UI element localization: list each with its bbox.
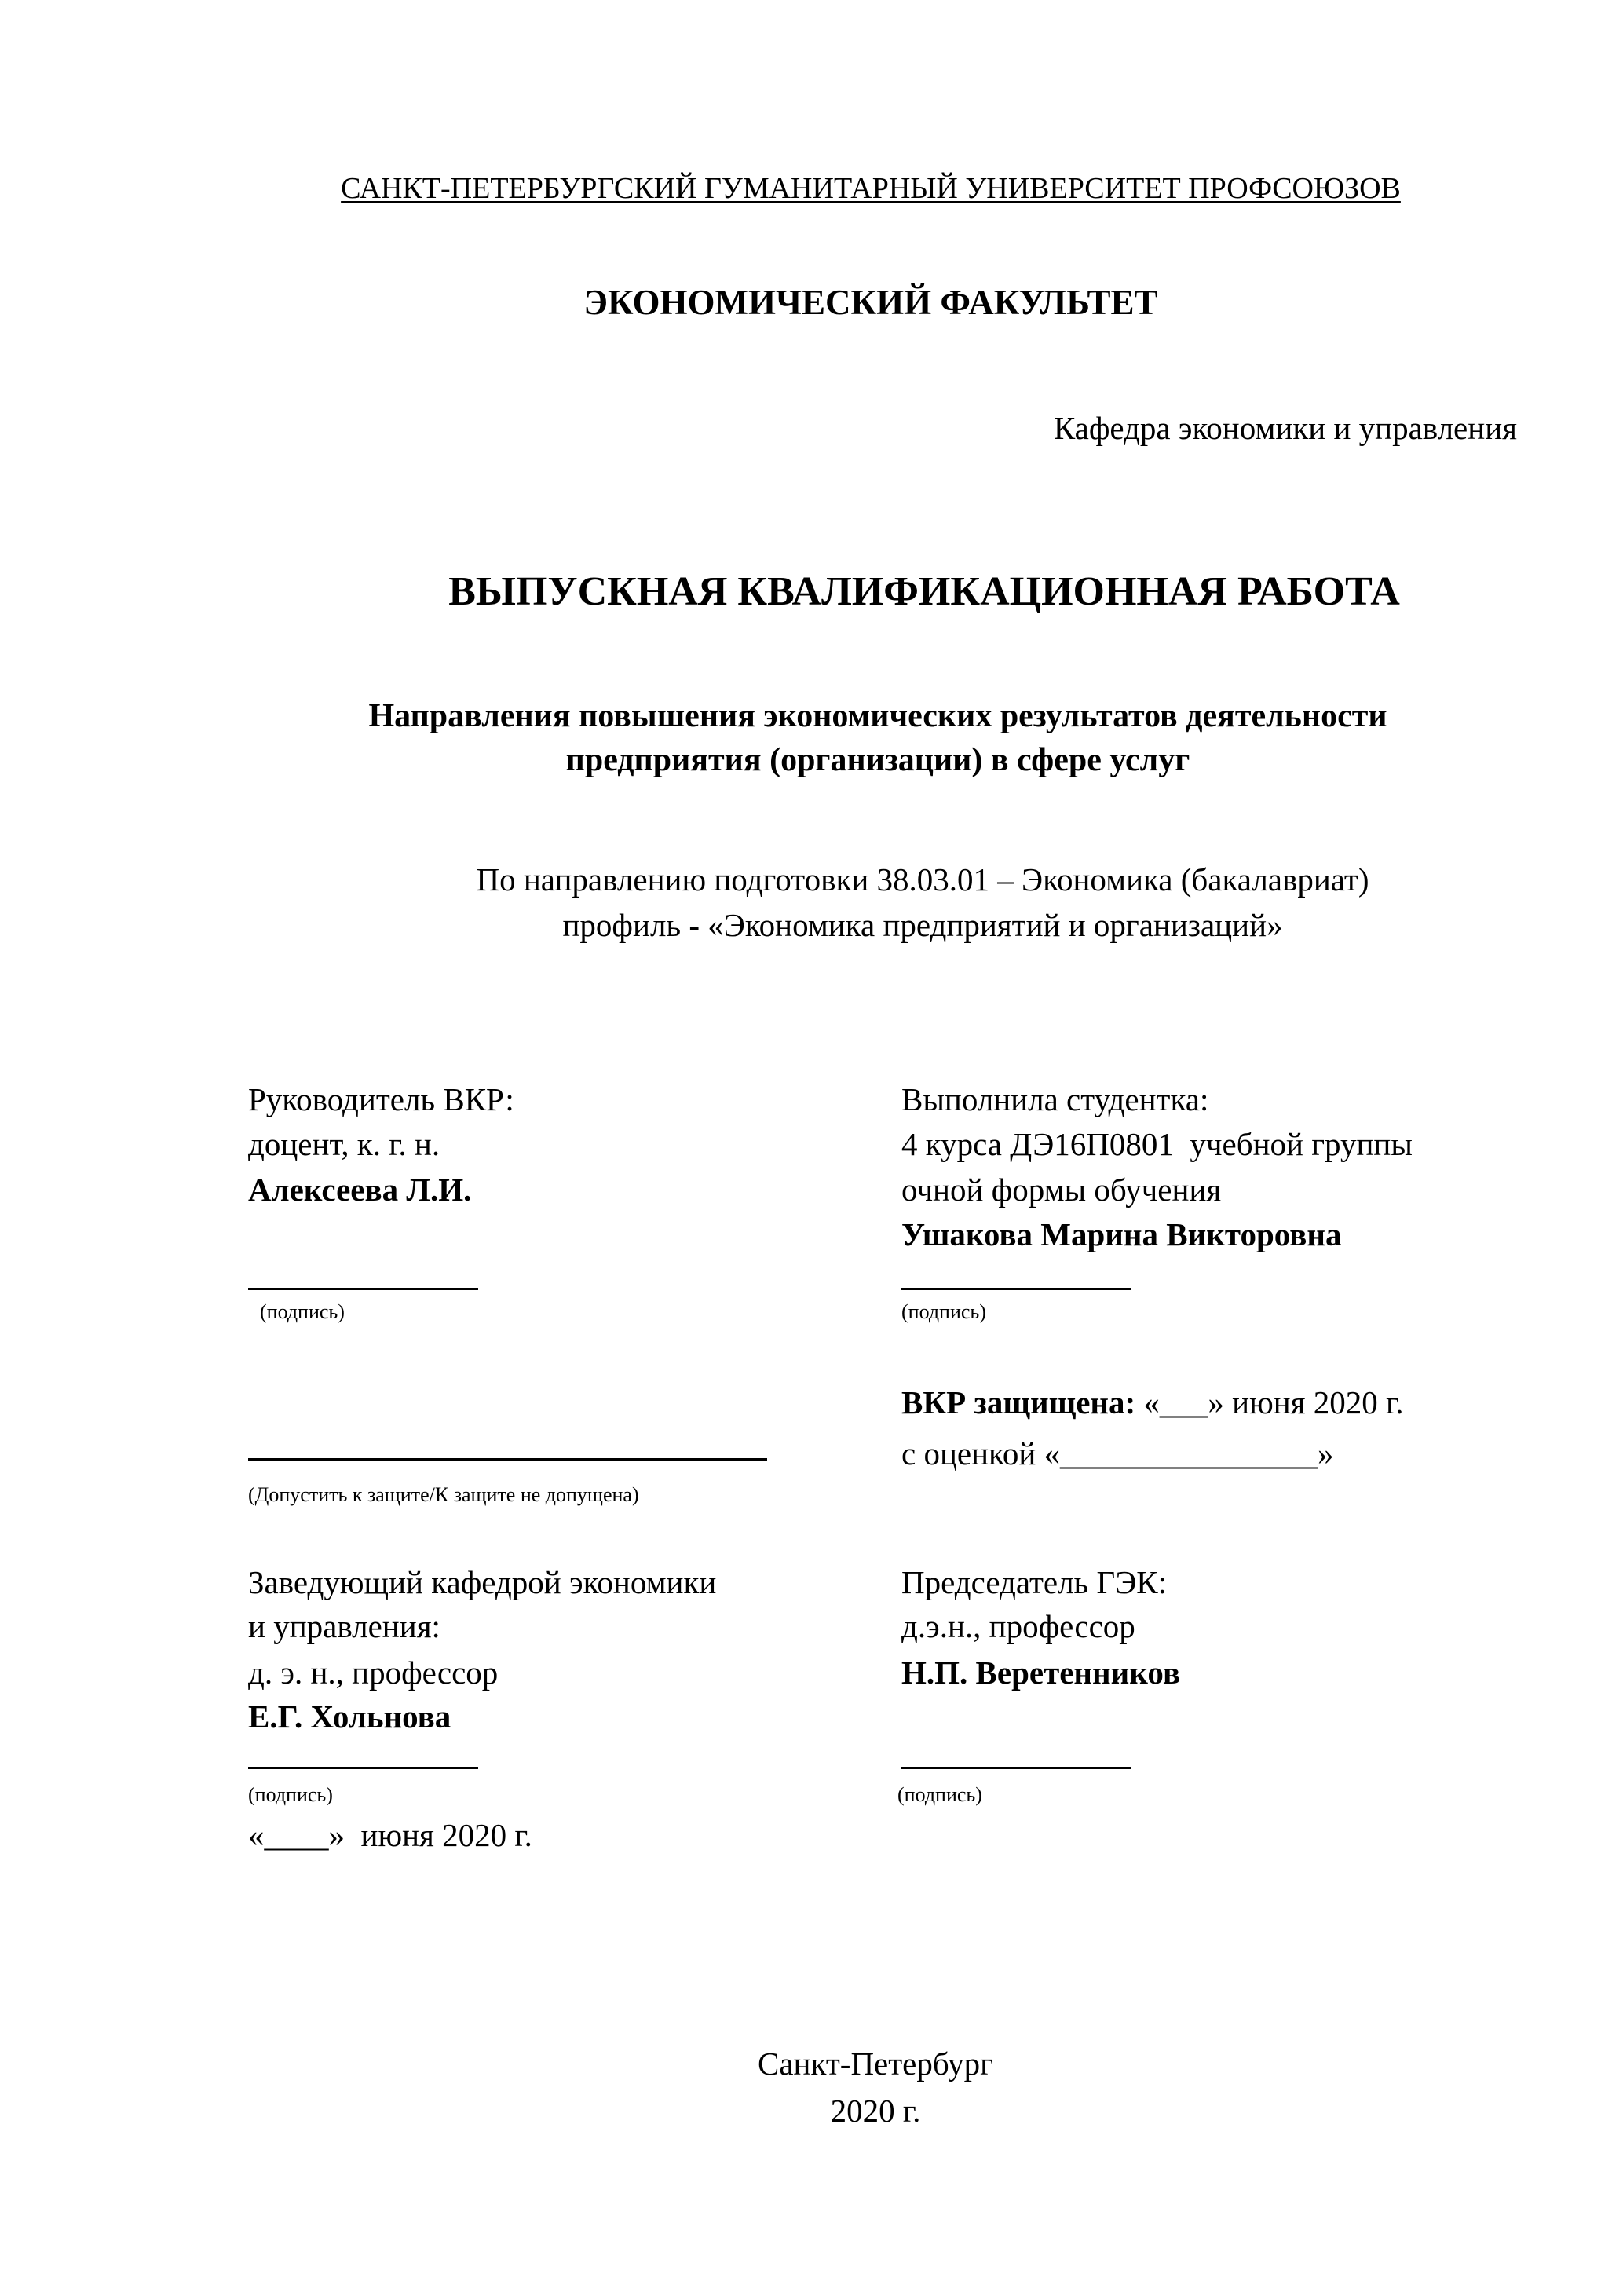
university-name: САНКТ-ПЕТЕРБУРГСКИЙ ГУМАНИТАРНЫЙ УНИВЕРСИТЕТ ПРОФСОЮЗОВ — [341, 172, 1401, 205]
head-label-1: Заведующий кафедрой экономики — [248, 1564, 717, 1600]
supervisor-label: Руководитель ВКР: — [248, 1081, 514, 1117]
work-type-title: ВЫПУСКНАЯ КВАЛИФИКАЦИОННАЯ РАБОТА — [448, 569, 1400, 614]
chairman-signature-caption: (подпись) — [897, 1783, 982, 1806]
defense-label: ВКР защищена: — [901, 1384, 1136, 1420]
student-signature-caption: (подпись) — [901, 1300, 986, 1323]
student-form: очной формы обучения — [901, 1172, 1222, 1208]
student-signature-line — [901, 1288, 1131, 1290]
chairman-degree: д.э.н., профессор — [901, 1608, 1135, 1644]
chairman-label: Председатель ГЭК: — [901, 1564, 1168, 1600]
supervisor-signature-caption: (подпись) — [260, 1300, 345, 1323]
admission-caption: (Допустить к защите/К защите не допущена) — [248, 1483, 639, 1506]
head-signature-line — [248, 1767, 478, 1769]
topic-line-1: Направления повышения экономических результатов деятельности — [368, 698, 1387, 734]
department-name: Кафедра экономики и управления — [1053, 410, 1517, 446]
head-name: Е.Г. Хольнова — [248, 1698, 451, 1735]
student-label: Выполнила студентка: — [901, 1081, 1209, 1117]
supervisor-name: Алексеева Л.И. — [248, 1172, 472, 1208]
chairman-signature-line — [901, 1767, 1131, 1769]
student-name: Ушакова Марина Викторовна — [901, 1216, 1342, 1252]
head-degree: д. э. н., профессор — [248, 1654, 499, 1691]
supervisor-degree: доцент, к. г. н. — [248, 1126, 440, 1162]
topic-line-2: предприятия (организации) в сфере услуг — [565, 742, 1190, 778]
admission-line — [248, 1458, 767, 1461]
defense-date-value: «___» июня 2020 г. — [1135, 1384, 1404, 1420]
footer-year: 2020 г. — [830, 2093, 921, 2129]
direction-line-2: профиль - «Экономика предприятий и организаций» — [562, 907, 1283, 943]
head-signature-caption: (подпись) — [248, 1783, 333, 1806]
defense-grade: с оценкой «________________» — [901, 1435, 1334, 1472]
head-label-2: и управления: — [248, 1608, 440, 1644]
chairman-name: Н.П. Веретенников — [901, 1654, 1180, 1691]
supervisor-signature-line — [248, 1288, 478, 1290]
student-group: 4 курса ДЭ16П0801 учебной группы — [901, 1126, 1413, 1162]
defense-date — [901, 1383, 1404, 1422]
faculty-name: ЭКОНОМИЧЕСКИЙ ФАКУЛЬТЕТ — [583, 283, 1158, 322]
footer-city: Санкт-Петербург — [758, 2046, 993, 2082]
direction-line-1: По направлению подготовки 38.03.01 – Экономика (бакалавриат) — [476, 861, 1369, 898]
head-date: «____» июня 2020 г. — [248, 1817, 532, 1853]
